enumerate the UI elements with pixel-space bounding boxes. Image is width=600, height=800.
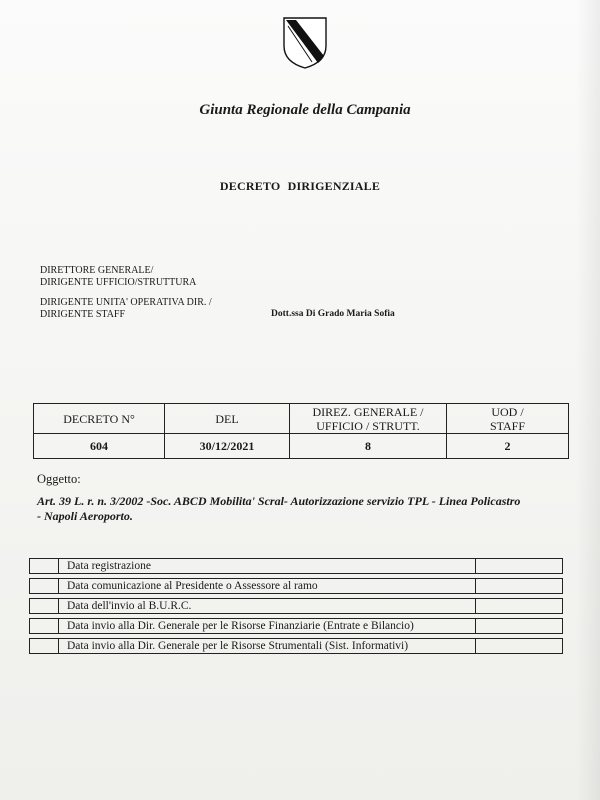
decree-date: 30/12/2021 [165, 434, 290, 459]
registry-row [29, 618, 563, 634]
role-line: DIRIGENTE UFFICIO/STRUTTURA [40, 277, 197, 288]
role-line: DIRIGENTE STAFF [40, 309, 126, 320]
registry-checkbox [29, 618, 58, 634]
registry-date-field [475, 558, 563, 574]
decree-info-table [33, 403, 569, 459]
campania-region-shield-icon [282, 16, 328, 70]
registry-date-field [475, 598, 563, 614]
signatory-roles [40, 265, 212, 329]
decree-number: 604 [34, 434, 165, 459]
registry-date-field [475, 578, 563, 594]
registry-checkbox [29, 638, 58, 654]
registry-label: Data registrazione [58, 558, 475, 574]
registry-label: Data invio alla Dir. Generale per le Risorse Finanziarie (Entrate e Bilancio) [58, 618, 475, 634]
org-title: Giunta Regionale della Campania [199, 102, 411, 118]
registry-checkbox [29, 578, 58, 594]
registry-checkbox [29, 598, 58, 614]
subject-text: Art. 39 L. r. n. 3/2002 -Soc. ABCD Mobilita' Scral- Autorizzazione servizio TPL - Linea Policastro - Napoli Aeroporto. [37, 494, 521, 523]
registry-row [29, 578, 563, 594]
registry-row [29, 638, 563, 654]
registry-date-field [475, 638, 563, 654]
registry-date-field [475, 618, 563, 634]
registry-label: Data dell'invio al B.U.R.C. [58, 598, 475, 614]
role-line: DIRIGENTE UNITA' OPERATIVA DIR. / [40, 297, 212, 308]
header-direzione: DIREZ. GENERALE / UFFICIO / STRUTT. [290, 404, 447, 434]
header-uod: UOD / STAFF [447, 404, 569, 434]
signatory-name: Dott.ssa Di Grado Maria Sofia [271, 309, 395, 319]
role-line: DIRETTORE GENERALE/ [40, 265, 154, 276]
registry-table [29, 554, 563, 658]
registry-row [29, 598, 563, 614]
direzione-value: 8 [290, 434, 447, 459]
registry-row [29, 558, 563, 574]
header-decreto-numero: DECRETO N° [34, 404, 165, 434]
document-type-heading: DECRETO DIRIGENZIALE [219, 179, 381, 193]
registry-label: Data invio alla Dir. Generale per le Risorse Strumentali (Sist. Informativi) [58, 638, 475, 654]
registry-label: Data comunicazione al Presidente o Assessore al ramo [58, 578, 475, 594]
registry-checkbox [29, 558, 58, 574]
uod-value: 2 [447, 434, 569, 459]
subject-label: Oggetto: [37, 472, 81, 486]
header-del: DEL [165, 404, 290, 434]
